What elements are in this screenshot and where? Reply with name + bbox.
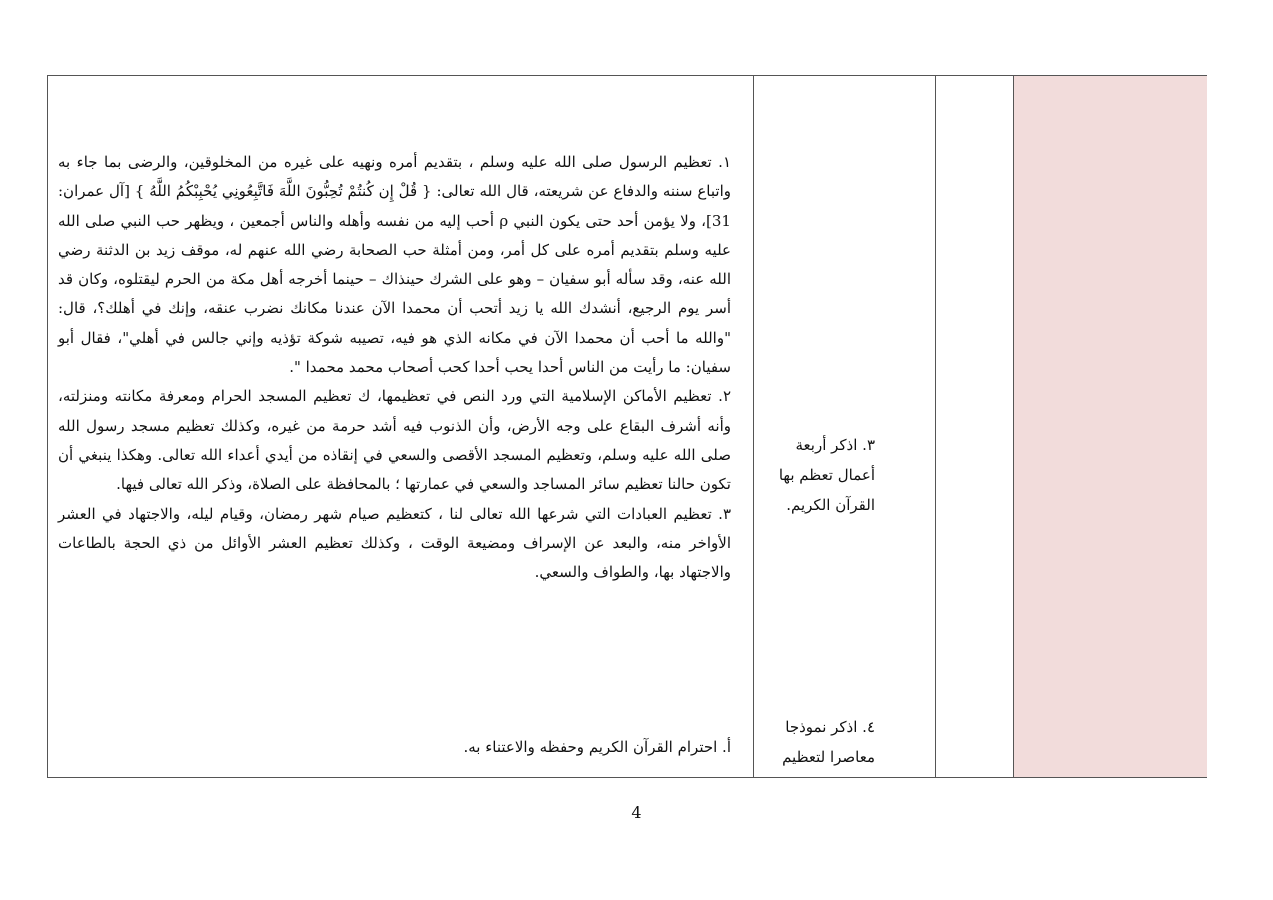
answer-item-2: ٢. تعظيم الأماكن الإسلامية التي ورد النص في تعظيمها، ك تعظيم المسجد الحرام ومعرفة مكانته ومنزلته، وأنه أشرف البقاع على وجه الأرض، وأن الذنوب فيه أشد حرمة من غيره، وكذلك تعظيم مسجد رسول الله صلى الله عليه وسلم، وتعظيم المسجد الأقصى والسعي في إنقاذه من أيدي أعداء الله تعالى. وهكذا ينبغي أن تكون حالنا تعظيم سائر المساجد والسعي في عمارتها ؛ بالمحافظة على الصلاة، وذكر الله تعالى فيها. [58,387,731,494]
sub-answer-a: أ. احترام القرآن الكريم وحفظه والاعتناء به. [463,738,731,756]
page-number: 4 [631,803,642,822]
answer-item-3: ٣. تعظيم العبادات التي شرعها الله تعالى لنا ، كتعظيم صيام شهر رمضان، وقيام ليله، والاجتهاد في العشر الأواخر منه، والبعد عن الإسراف ومضيعة الوقت ، وكذلك تعظيم العشر الأوائل من ذي الحجة بالطاعات والاجتهاد بها، والطواف والسعي. [58,504,731,582]
questions-column [753,76,935,777]
answers-column [48,76,753,777]
question-4: ٤. اذكر نموذجا معاصرا لتعظيم [782,718,875,766]
content-table [47,75,1207,778]
answers-text [58,148,731,587]
answer-item-1: ١. تعظيم الرسول صلى الله عليه وسلم ، بتقديم أمره ونهيه على غيره من المخلوقين، والرضى بما جاء به واتباع سننه والدفاع عن شريعته، قال الله تعالى: { قُلْ إِن كُنتُمْ تُحِبُّونَ اللَّهَ فَاتَّبِعُونِي يُحْبِبْكُمُ اللَّهُ } [آل عمران: 31]، ولا يؤمن أحد حتى يكون النبي ρ أحب إليه من نفسه وأهله والناس أجمعين ، ويظهر حب النبي صلى الله عليه وسلم بتقديم أمره على كل أمر، ومن أمثلة حب الصحابة رضي الله عنهم له، موقف زيد بن الدثنة رضي الله عنه، وقد سأله أبو سفيان – وهو على الشرك حينذاك – حينما أخرجه أهل مكة من الحرم ليقتلوه، وكان قد أسر يوم الرجيع، أنشدك الله يا زيد أتحب أن محمدا الآن عندنا مكانك نضرب عنقه، وإنك في أهلك؟، قال: "والله ما أحب أن محمدا الآن في مكانه الذي هو فيه، تصيبه شوكة تؤذيه وإني جالس في أهلي"، فقال أبو سفيان: ما رأيت من الناس أحدا يحب أحدا كحب أصحاب محمد محمدا ". [58,153,731,377]
question-3: ٣. اذكر أربعة أعمال تعظم بها القرآن الكريم. [778,436,875,514]
empty-column [935,76,1013,777]
highlight-column [1013,76,1207,777]
